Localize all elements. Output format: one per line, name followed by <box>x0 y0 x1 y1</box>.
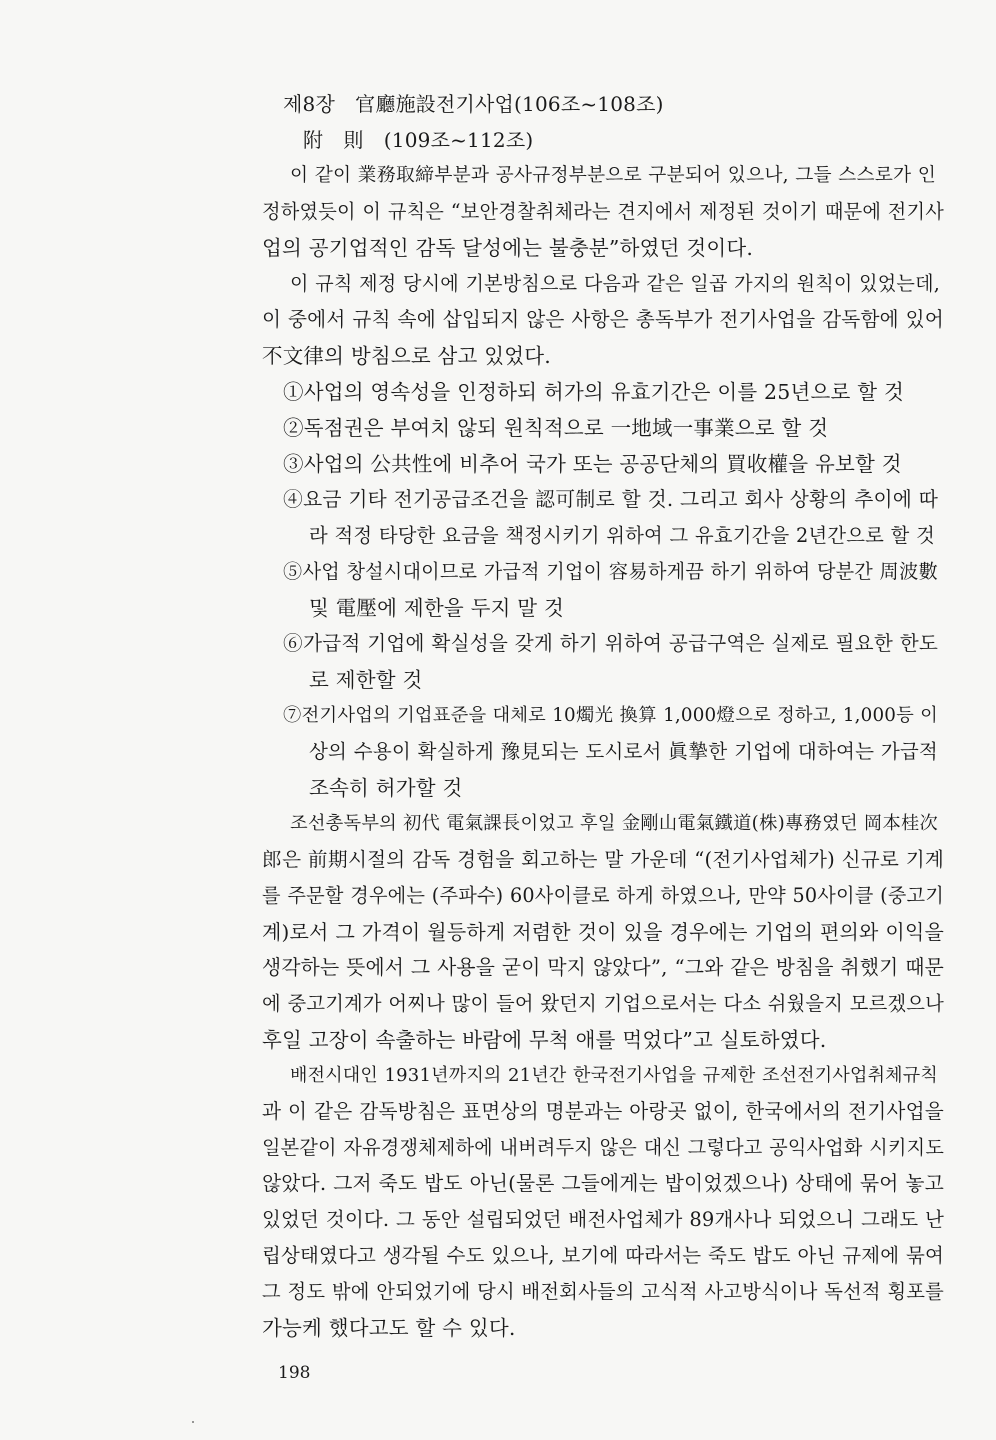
principle-7-line-3: 조속히 허가할 것 <box>309 776 463 800</box>
principle-7-line-2: 상의 수용이 확실하게 豫見되는 도시로서 眞摯한 기업에 대하여는 가급적 <box>309 740 938 763</box>
paragraph-4-line-2: 과 이 같은 감독방침은 표면상의 명분과는 아랑곳 없이, 한국에서의 전기사업을 <box>262 1100 944 1123</box>
paragraph-2-line-3: 不文律의 방침으로 삼고 있었다. <box>262 344 551 368</box>
chapter-heading: 제8장 官廳施設전기사업(106조~108조) <box>283 92 664 116</box>
paragraph-3-line-5: 생각하는 뜻에서 그 사용을 굳이 막지 않았다”, “그와 같은 방침을 취했기 때문 <box>262 956 944 979</box>
principle-1: ①사업의 영속성을 인정하되 허가의 유효기간은 이를 25년으로 할 것 <box>283 380 904 404</box>
paragraph-4-line-8: 가능케 했다고도 할 수 있다. <box>262 1316 516 1340</box>
paragraph-2-line-2: 이 중에서 규칙 속에 삽입되지 않은 사항은 총독부가 전기사업을 감독함에 있어 <box>262 308 944 331</box>
principle-5-line-1: ⑤사업 창설시대이므로 가급적 기업이 容易하게끔 하기 위하여 당분간 周波數 <box>283 560 938 583</box>
page-number: 198 <box>278 1363 311 1383</box>
paragraph-3-line-3: 를 주문할 경우에는 (주파수) 60사이클로 하게 하였으나, 만약 50사이클 (중고기 <box>262 884 944 907</box>
paragraph-4-line-5: 있었던 것이다. 그 동안 설립되었던 배전사업체가 89개사나 되었으니 그래도 난 <box>262 1208 944 1231</box>
paragraph-3-line-2: 郎은 前期시절의 감독 경험을 회고하는 말 가운데 “(전기사업체가) 신규로 기계 <box>262 848 944 871</box>
paragraph-4-line-6: 립상태였다고 생각될 수도 있으나, 보기에 따라서는 죽도 밥도 아닌 규제에 묶여 <box>262 1244 944 1267</box>
scan-speck <box>192 1421 194 1423</box>
principle-4-line-1: ④요금 기타 전기공급조건을 認可制로 할 것. 그리고 회사 상황의 추이에 따 <box>283 488 938 511</box>
paragraph-4-line-3: 일본같이 자유경쟁체제하에 내버려두지 않은 대신 그렇다고 공익사업화 시키지도 <box>262 1136 944 1159</box>
principle-3: ③사업의 公共性에 비추어 국가 또는 공공단체의 買收權을 유보할 것 <box>283 452 902 476</box>
paragraph-1-line-3: 업의 공기업적인 감독 달성에는 불충분”하였던 것이다. <box>262 236 754 260</box>
paragraph-3-line-6: 에 중고기계가 어찌나 많이 들어 왔던지 기업으로서는 다소 쉬웠을지 모르겠으나 <box>262 992 944 1015</box>
paragraph-4-line-4: 않았다. 그저 죽도 밥도 아닌(물론 그들에게는 밥이었겠으나) 상태에 묶어 놓고 <box>262 1172 944 1195</box>
principle-2: ②독점권은 부여치 않되 원칙적으로 一地域一事業으로 할 것 <box>283 416 829 440</box>
appendix-heading: 附 則 (109조~112조) <box>303 128 534 152</box>
paragraph-3-line-1: 조선총독부의 初代 電氣課長이었고 후일 金剛山電氣鐵道(株)專務였던 岡本桂次 <box>290 813 938 834</box>
principle-6-line-2: 로 제한할 것 <box>309 668 423 692</box>
principle-4-line-2: 라 적정 타당한 요금을 책정시키기 위하여 그 유효기간을 2년간으로 할 것 <box>309 524 935 547</box>
paragraph-3-line-4: 계)로서 그 가격이 월등하게 저렴한 것이 있을 경우에는 기업의 편의와 이익을 <box>262 920 944 944</box>
paragraph-4-line-7: 그 정도 밖에 안되었기에 당시 배전회사들의 고식적 사고방식이나 독선적 횡포를 <box>262 1280 944 1303</box>
principle-6-line-1: ⑥가급적 기업에 확실성을 갖게 하기 위하여 공급구역은 실제로 필요한 한도 <box>283 632 938 655</box>
paragraph-1-line-2: 정하였듯이 이 규칙은 “보안경찰취체라는 견지에서 제정된 것이기 때문에 전기사 <box>262 200 944 223</box>
principle-7-line-1: ⑦전기사업의 기업표준을 대체로 10燭光 換算 1,000燈으로 정하고, 1,000등 이 <box>283 705 938 726</box>
paragraph-4-line-1: 배전시대인 1931년까지의 21년간 한국전기사업을 규제한 조선전기사업취체규칙 <box>290 1065 938 1086</box>
paragraph-3-line-7: 후일 고장이 속출하는 바람에 무척 애를 먹었다”고 실토하였다. <box>262 1028 827 1052</box>
paragraph-1-line-1: 이 같이 業務取締부분과 공사규정부분으로 구분되어 있으나, 그들 스스로가 인 <box>290 165 936 186</box>
principle-5-line-2: 및 電壓에 제한을 두지 말 것 <box>309 596 565 620</box>
paragraph-2-line-1: 이 규칙 제정 당시에 기본방침으로 다음과 같은 일곱 가지의 원칙이 있었는데, <box>290 272 940 295</box>
